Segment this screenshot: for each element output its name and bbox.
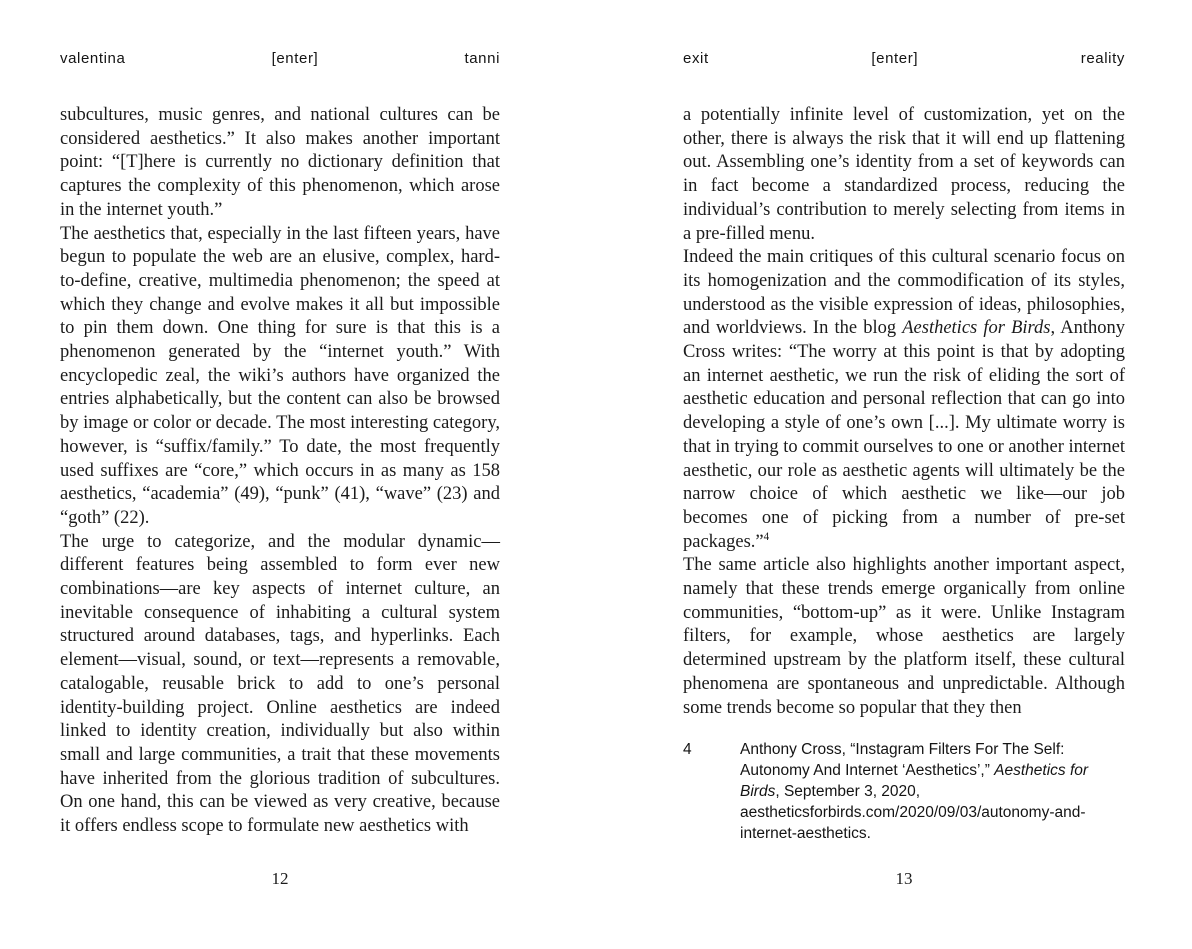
- text-segment: Anthony Cross, “Instagram Filters For The Self: Autonomy And Internet ‘Aesthetics’,”: [740, 741, 1065, 780]
- text-segment: Aesthetics for Birds: [902, 318, 1051, 339]
- text-segment: The same article also highlights another important aspect, namely that these trends emerge organically from online communities, “bottom-up” as it were. Unlike Instagram filters, for example, whose aesthetics are largely determined upstream by the platform itself, these cultural phenomena are spontaneous and unpredictable. Although some trends become so popular that they then: [683, 555, 1125, 718]
- running-header-title-word-exit: exit: [683, 50, 709, 67]
- text-segment: Aesthetics for Birds: [740, 762, 1089, 801]
- text-segment: 4: [763, 530, 770, 543]
- page-number-right: 13: [895, 869, 913, 888]
- text-segment: , Anthony Cross writes: “The worry at this point is that by adopting an internet aesthetic, we run the risk of eliding the sort of aesthetic education and personal reflection that can go into developing a style of one’s own [...]. My ultimate worry is that in trying to commit ourselves to one or another internet aesthetic, our role as aesthetic agents will ultimately be the narrow choice of which aesthetic we like—our job becomes one of picking from a number of pre-set packages.”: [683, 318, 1125, 552]
- text-segment: The aesthetics that, especially in the last fifteen years, have begun to populate the web are an elusive, complex, hard-to-define, creative, multimedia phenomenon; the speed at which they change and evolve makes it all but impossible to pin them down. One thing for sure is that this is a phenomenon generated by the “internet youth.” With encyclopedic zeal, the wiki’s authors have organized the entries alphabetically, but the content can also be browsed by image or color or decade. The most interesting category, however, is “suffix/family.” To date, the most frequently used suffixes are “core,” which occurs in as many as 158 aesthetics, “academia” (49), “punk” (41), “wave” (23) and “goth” (22).: [60, 223, 500, 528]
- running-header-book-title: [enter]: [871, 50, 919, 67]
- running-header-author-last: tanni: [464, 50, 500, 67]
- running-header-book-title: [enter]: [271, 50, 319, 67]
- running-header-author-first: valentina: [60, 50, 126, 67]
- footnote-number: 4: [683, 741, 692, 759]
- footnote-text: [740, 739, 1125, 844]
- paragraph: [60, 223, 500, 531]
- paragraph: [683, 104, 1125, 246]
- text-segment: Indeed the main critiques of this cultural scenario focus on its homogenization and the commodification of its styles, understood as the visible expression of ideas, philosophies, and worldviews. In the blog: [683, 247, 1125, 339]
- text-segment: , September 3, 2020, aestheticsforbirds.com/2020/09/03/autonomy-and-internet-aesthetics.: [740, 783, 1086, 843]
- footnote: [683, 739, 1125, 844]
- page-right: [596, 0, 1192, 949]
- text-segment: subcultures, music genres, and national cultures can be considered aesthetics.” It also makes another important point: “[T]here is currently no dictionary definition that captures the complexity of this phenomenon, which arose in the internet youth.”: [60, 105, 500, 220]
- running-header-left: [60, 50, 500, 67]
- paragraph: [683, 246, 1125, 554]
- paragraph: [683, 554, 1125, 720]
- running-header-title-word-reality: reality: [1080, 50, 1125, 67]
- body-text-left: [60, 104, 500, 839]
- running-header-right: [683, 50, 1125, 67]
- paragraph: [60, 531, 500, 839]
- paragraph: [60, 104, 500, 223]
- page-number-left: 12: [271, 869, 289, 888]
- body-text-right: [683, 104, 1125, 844]
- text-segment: a potentially infinite level of customization, yet on the other, there is always the risk that it will end up flattening out. Assembling one’s identity from a set of keywords can in fact become a standardized process, reducing the individual’s contribution to merely selecting from items in a pre-filled menu.: [683, 105, 1125, 244]
- text-segment: The urge to categorize, and the modular dynamic—different features being assembled to form ever new combinations—are key aspects of internet culture, an inevitable consequence of inhabiting a cultural system structured around databases, tags, and hyperlinks. Each element—visual, sound, or text—represents a removable, catalogable, reusable brick to add to one’s personal identity-building project. Online aesthetics are indeed linked to identity creation, individually but also within small and large communities, a trait that these movements have inherited from the glorious tradition of subcultures. On one hand, this can be viewed as very creative, because it offers endless scope to formulate new aesthetics with: [60, 531, 500, 837]
